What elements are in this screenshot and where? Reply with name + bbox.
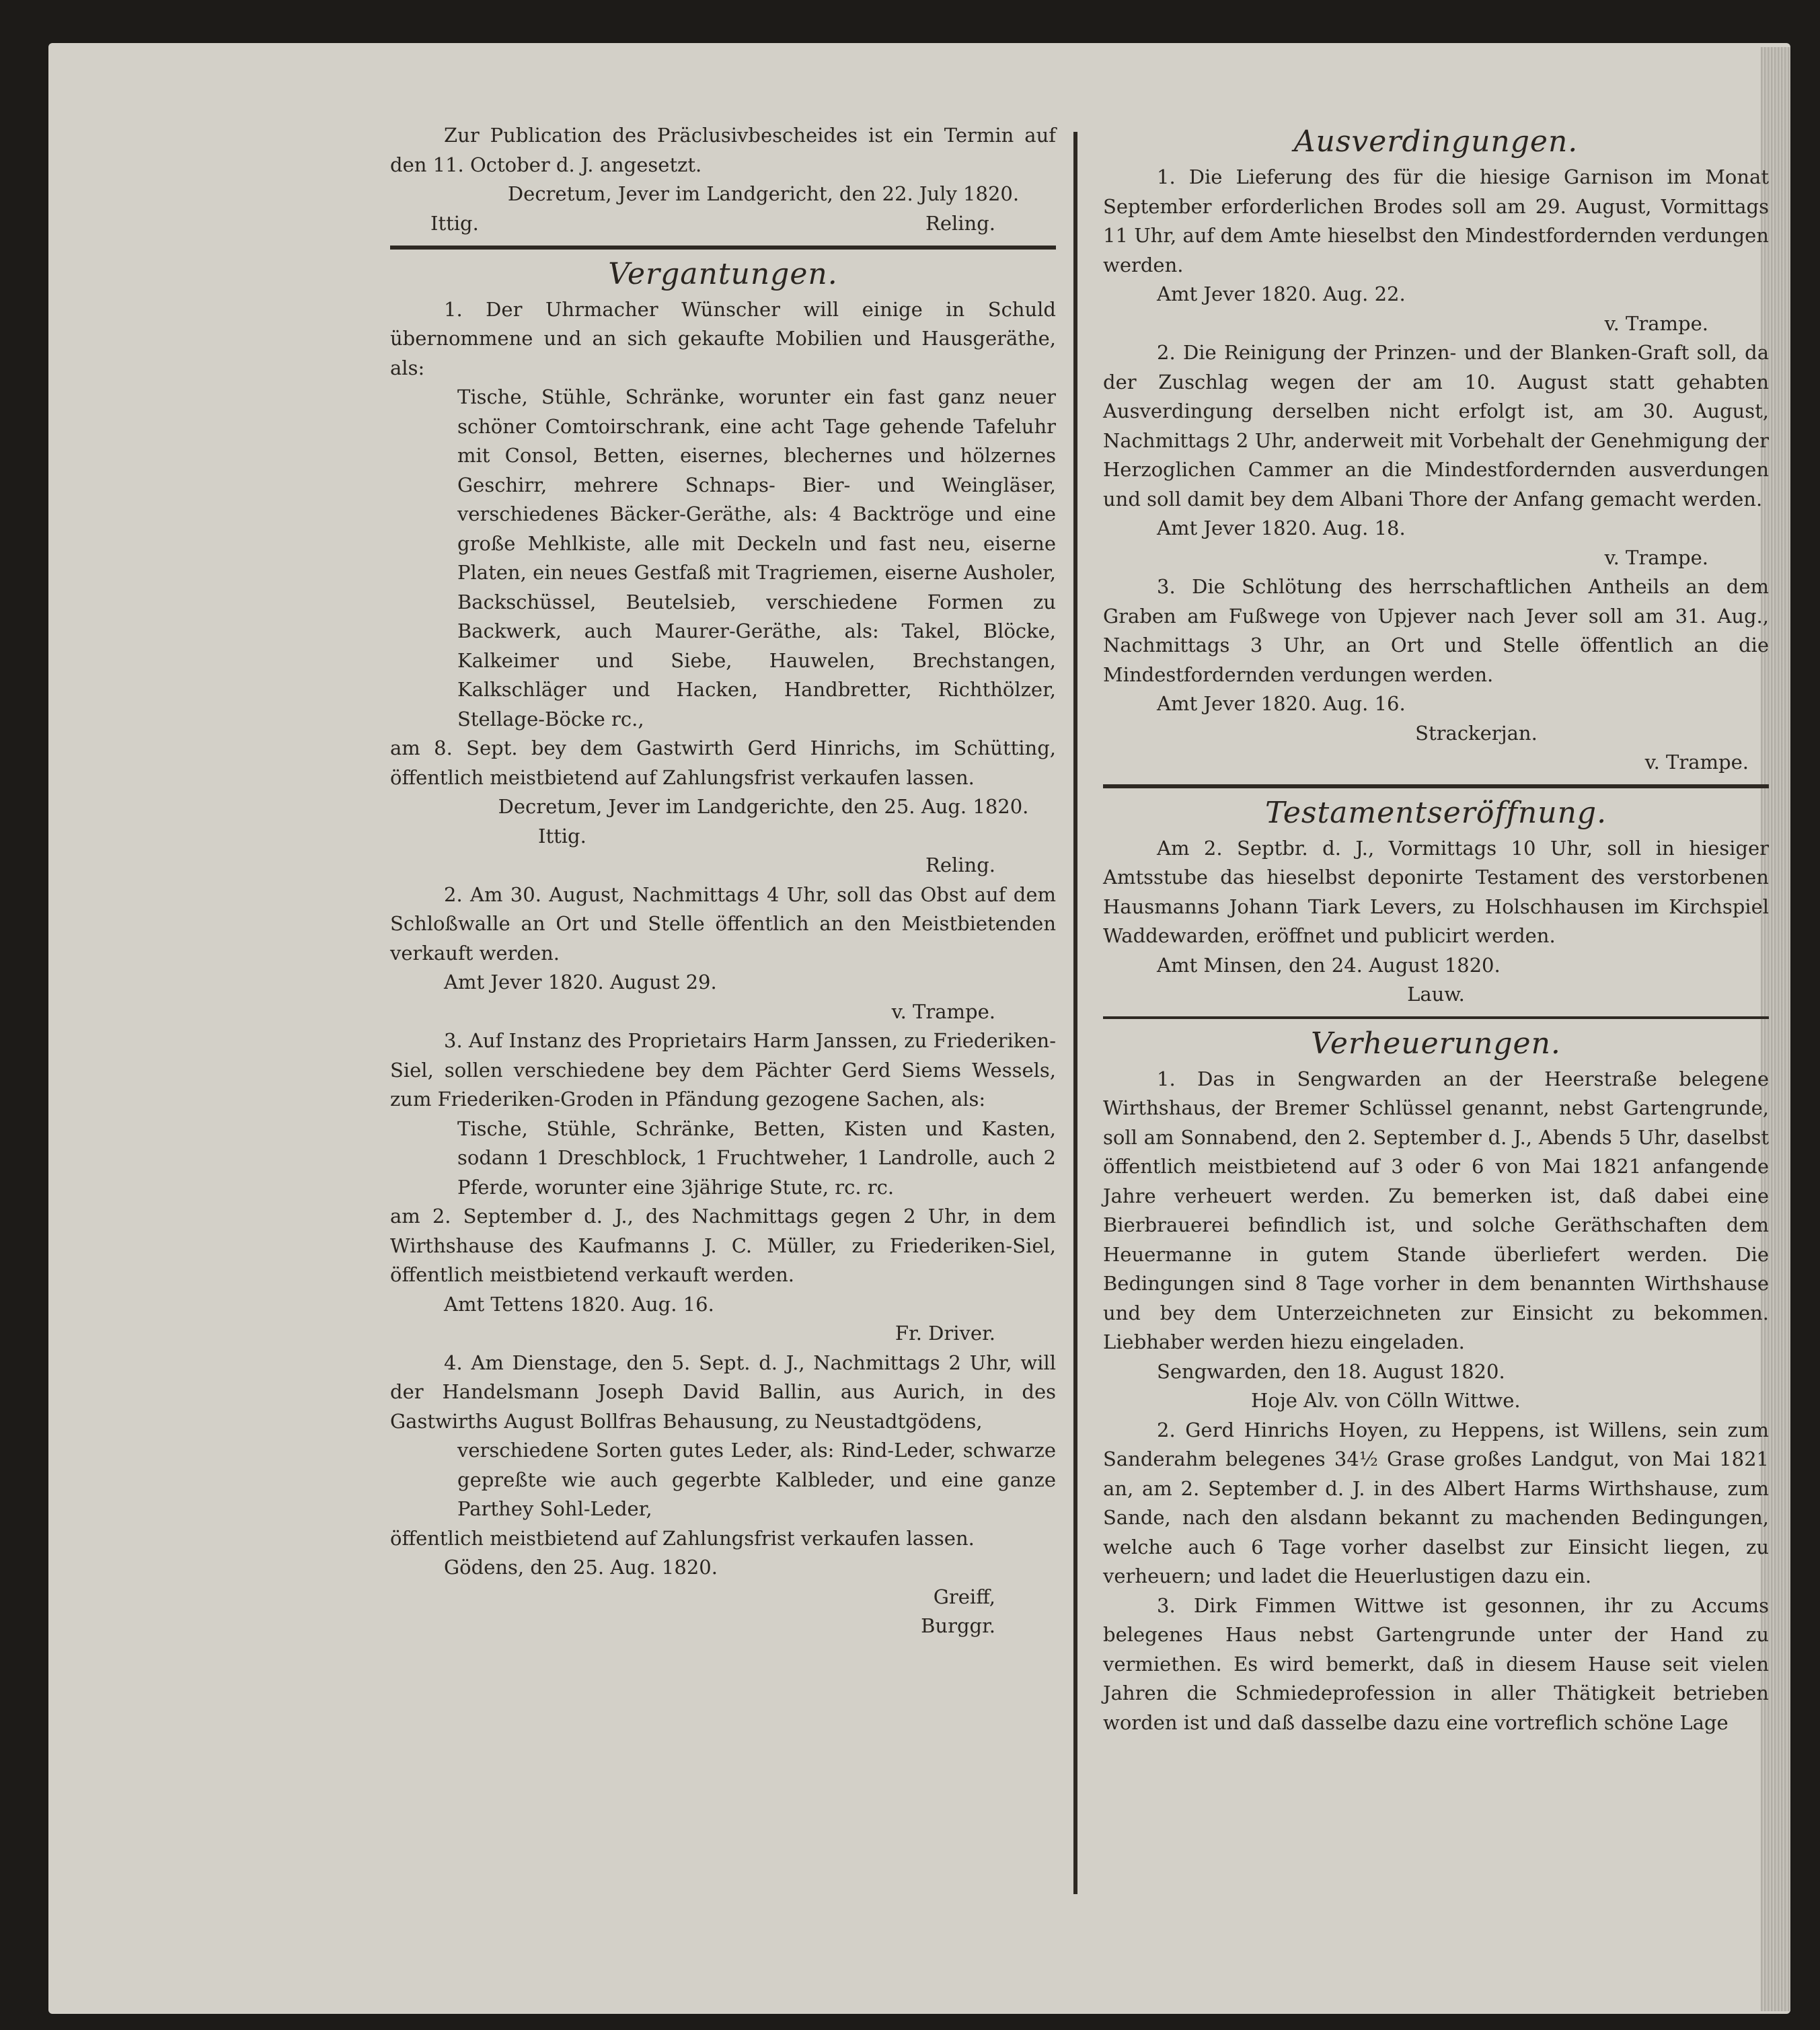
section-heading-testament: Testamentseröffnung.	[1264, 795, 1607, 830]
intro-signature-left: Ittig.	[430, 211, 479, 235]
section-rule	[390, 246, 1056, 250]
vergantung-4-intro: 4. Am Dienstage, den 5. Sept. d. J., Nachmittags 2 Uhr, will der Handelsmann Joseph David Ballin, aus Aurich, in des Gastwirths August Bollfras Behausung, zu Neustadtgödens,	[390, 1351, 1056, 1433]
intro-text: Zur Publication des Präclusivbescheides ist ein Termin auf den 11. October d. J. angesetzt.	[390, 124, 1056, 176]
ausverdingung-2-text: 2. Die Reinigung der Prinzen- und der Blanken-Graft soll, da der Zuschlag wegen der am 10. August statt gehabten Ausverdingung derselben nicht erfolgt ist, am 30. August, Nachmittags 2 Uhr, anderweit mit Vorbehalt der Genehmigung der Herzoglichen Cammer an die Mindestfordernden ausverdungen und soll damit bey dem Albani Thore der Anfang gemacht werden.	[1103, 341, 1769, 511]
left-column	[390, 121, 1056, 1641]
verheuerung-2-text: 2. Gerd Hinrichs Hoyen, zu Heppens, ist Willens, sein zum Sanderahm belegenes 34½ Grase großes Landgut, von Mai 1821 an, am 2. September d. J. in des Albert Harms Wirthshause, zum Sande, nach den alsdann bekannt zu machenden Bedingungen, welche auch 6 Tage vorher daselbst zur Einsicht liegen, zu verheuern; und ladet die Heuerlustigen dazu ein.	[1103, 1418, 1769, 1587]
ausverdingung-1-text: 1. Die Lieferung des für die hiesige Garnison im Monat September erforderlichen Brodes soll am 29. August, Vormittags 11 Uhr, auf dem Amte hieselbst den Mindestfordernden verdungen werden.	[1103, 165, 1769, 276]
vergantung-4-end: öffentlich meistbietend auf Zahlungsfrist verkaufen lassen.	[390, 1526, 975, 1550]
ausverdingung-3-signature-2: v. Trampe.	[1644, 751, 1749, 774]
section-rule	[1103, 1016, 1769, 1019]
intro-signature-right: Reling.	[925, 212, 995, 235]
vergantung-4-signature: Greiff,	[933, 1585, 995, 1608]
vergantung-1-intro: 1. Der Uhrmacher Wünscher will einige in Schuld übernommene und an sich gekaufte Mobilien und Hausgeräthe, als:	[390, 297, 1056, 379]
ausverdingung-1-signature: v. Trampe.	[1604, 311, 1708, 335]
vergantung-3-list: Tische, Stühle, Schränke, Betten, Kisten und Kasten, sodann 1 Dreschblock, 1 Fruchtweher, 1 Landrolle, auch 2 Pferde, worunter eine 3jährige Stute, rc. rc.	[457, 1117, 1056, 1199]
vergantung-1-end: am 8. Sept. bey dem Gastwirth Gerd Hinrichs, im Schütting, öffentlich meistbietend auf Zahlungsfrist verkaufen lassen.	[390, 737, 1056, 789]
vergantung-3-end: am 2. September d. J., des Nachmittags gegen 2 Uhr, in dem Wirthshause des Kaufmanns J. C. Müller, zu Friederiken-Siel, öffentlich meistbietend verkauft werden.	[390, 1205, 1056, 1286]
ausverdingung-2-signature: v. Trampe.	[1604, 546, 1708, 569]
vergantung-2-text: 2. Am 30. August, Nachmittags 4 Uhr, soll das Obst auf dem Schloßwalle an Ort und Stelle öffentlich an den Meistbietenden verkauft werden.	[390, 882, 1056, 965]
right-column	[1103, 121, 1769, 1737]
vergantung-4-place: Gödens, den 25. Aug. 1820.	[444, 1556, 718, 1579]
verheuerung-3-text: 3. Dirk Fimmen Wittwe ist gesonnen, ihr zu Accums belegenes Haus nebst Gartengrunde unter der Hand zu vermiethen. Es wird bemerkt, daß in diesem Hause seit vielen Jahren die Schmiedeprofession in aller Thätigkeit betrieben worden ist und daß dasselbe dazu eine vortreflich schöne Lage	[1103, 1593, 1769, 1734]
vergantung-3-place: Amt Tettens 1820. Aug. 16.	[444, 1292, 714, 1316]
vergantung-1-decree: Decretum, Jever im Landgerichte, den 25. Aug. 1820.	[498, 795, 1029, 818]
ausverdingung-3-text: 3. Die Schlötung des herrschaftlichen Antheils an dem Graben am Fußwege von Upjever nach Jever soll am 31. Aug., Nachmittags 3 Uhr, an Ort und Stelle öffentlich an die Mindestfordernden verdungen werden.	[1103, 575, 1769, 686]
vergantung-3-intro: 3. Auf Instanz des Proprietairs Harm Janssen, zu Friederiken-Siel, sollen verschiedene bey dem Pächter Gerd Siems Wessels, zum Friederiken-Groden in Pfändung gezogene Sachen, als:	[390, 1029, 1056, 1111]
testament-signature: Lauw.	[1407, 983, 1465, 1006]
vergantung-1-signature-left: Ittig.	[538, 824, 586, 848]
vergantung-2-place: Amt Jever 1820. August 29.	[444, 971, 717, 993]
section-heading-vergantungen: Vergantungen.	[608, 256, 838, 291]
section-rule	[1103, 784, 1769, 788]
ausverdingung-2-place: Amt Jever 1820. Aug. 18.	[1157, 517, 1406, 539]
vergantung-4-list: verschiedene Sorten gutes Leder, als: Rind-Leder, schwarze gepreßte wie auch gegerbte Kalbleder, und eine ganze Parthey Sohl-Leder,	[457, 1439, 1056, 1520]
testament-place: Amt Minsen, den 24. August 1820.	[1157, 953, 1501, 977]
section-heading-verheuerungen: Verheuerungen.	[1311, 1026, 1561, 1061]
vergantung-1-list: Tische, Stühle, Schränke, worunter ein fast ganz neuer schöner Comtoirschrank, eine acht Tage gehende Tafeluhr mit Consol, Betten, eisernes, blechernes und hölzernes Geschirr, mehrere Schnaps- Bier- und Weingläser, verschiedenes Bäcker-Geräthe, als: 4 Backtröge und eine große Mehlkiste, alle mit Deckeln und fast neu, eiserne Platen, ein neues Gestfaß mit Tragriemen, eiserne Ausholer, Backschüssel, Beutelsieb, verschiedene Formen zu Backwerk, auch Maurer-Geräthe, als: Takel, Blöcke, Kalkeimer und Siebe, Hauwelen, Brechstangen, Kalkschläger und Hacken, Handbretter, Richthölzer, Stellage-Böcke rc.,	[457, 385, 1056, 730]
column-divider	[1073, 132, 1077, 1894]
verheuerung-1-signature: Hoje Alv. von Cölln Wittwe.	[1251, 1389, 1521, 1412]
verheuerung-1-text: 1. Das in Sengwarden an der Heerstraße belegene Wirthshaus, der Bremer Schlüssel genannt, nebst Gartengrunde, soll am Sonnabend, den 2. September d. J., Abends 5 Uhr, daselbst öffentlich meistbietend auf 3 oder 6 von Mai 1821 anfangende Jahre verheuert werden. Zu bemerken ist, daß dabei eine Bierbrauerei befindlich ist, und solche Geräthschaften dem Heuermanne in gutem Stande überliefert werden. Die Bedingungen sind 8 Tage vorher in dem benannten Wirthshause und bey dem Unterzeichneten zur Einsicht zu bekommen. Liebhaber werden hiezu eingeladen.	[1103, 1067, 1769, 1353]
vergantung-1-signature-right: Reling.	[925, 854, 995, 876]
ausverdingung-3-place: Amt Jever 1820. Aug. 16.	[1157, 692, 1406, 715]
vergantung-3-signature: Fr. Driver.	[895, 1322, 995, 1345]
vergantung-2-signature: v. Trampe.	[891, 1000, 995, 1023]
testament-text: Am 2. Septbr. d. J., Vormittags 10 Uhr, soll in hiesiger Amtsstube das hieselbst deponirte Testament des verstorbenen Hausmanns Johann Tiark Levers, zu Holschhausen im Kirchspiel Waddewarden, eröffnet und publicirt werden.	[1103, 836, 1769, 947]
vergantung-4-signature-title: Burggr.	[921, 1614, 995, 1637]
verheuerung-1-place: Sengwarden, den 18. August 1820.	[1157, 1359, 1505, 1383]
intro-decree: Decretum, Jever im Landgericht, den 22. July 1820.	[507, 182, 1020, 205]
ausverdingung-1-place: Amt Jever 1820. Aug. 22.	[1157, 283, 1406, 305]
ausverdingung-3-signature-1: Strackerjan.	[1415, 721, 1538, 745]
section-heading-ausverdingungen: Ausverdingungen.	[1293, 124, 1579, 159]
